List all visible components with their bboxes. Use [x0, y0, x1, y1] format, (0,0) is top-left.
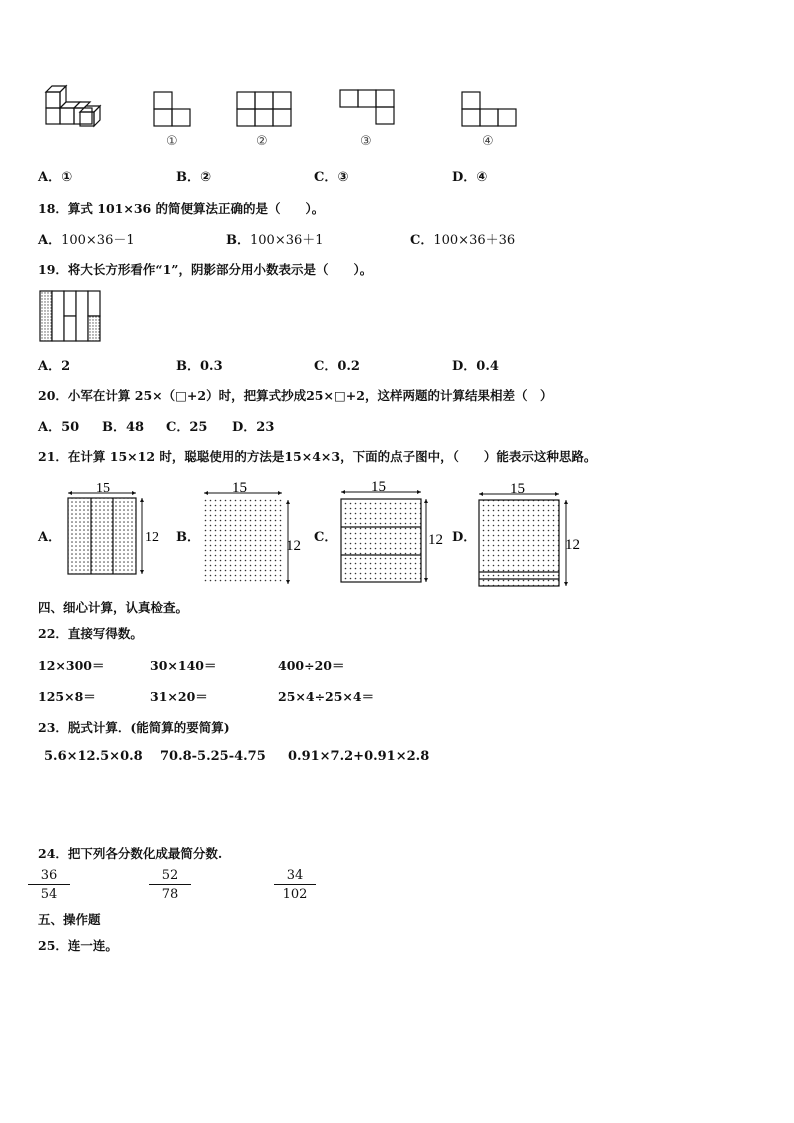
option-letter: C．: [410, 233, 434, 248]
dot-diagram-a: [62, 480, 162, 580]
section-5-heading: 五、操作题: [38, 912, 101, 927]
fraction-numerator: 36: [28, 868, 70, 885]
option-letter: C．: [166, 420, 190, 435]
option-letter: C．: [314, 359, 338, 374]
option-letter: A．: [38, 359, 62, 374]
dot-diagram-d: [476, 478, 588, 590]
q18-option-c[interactable]: [410, 229, 515, 248]
height-label: 12: [145, 530, 159, 545]
height-label: 12: [428, 532, 443, 548]
q21-option-d-letter[interactable]: D．: [452, 530, 477, 545]
q19-rectangle-figure: [38, 289, 104, 345]
fraction-denominator: 54: [40, 887, 58, 902]
q23-item-1: 5.6×12.5×0.8: [44, 749, 143, 764]
width-label: 15: [232, 480, 247, 496]
fraction-numerator: 52: [149, 868, 191, 885]
q17-figures: [38, 80, 538, 160]
option-letter: A．: [38, 420, 62, 435]
option-value: 48: [126, 420, 145, 435]
width-label: 15: [371, 479, 386, 495]
dot-diagram-c: [338, 476, 448, 588]
q19-question: 19．将大长方形看作“1”，阴影部分用小数表示是（ ）。: [38, 262, 373, 277]
q17-option-a[interactable]: [38, 166, 72, 185]
option-value: 50: [61, 420, 80, 435]
q23-title: 23．脱式计算．(能简算的要简算): [38, 720, 230, 735]
shaded-strip: [40, 291, 52, 341]
view-2-label: ②: [256, 134, 268, 149]
fraction-3: [274, 868, 316, 902]
option-letter: B．: [102, 420, 126, 435]
option-letter: D．: [452, 359, 477, 374]
view-1-figure: [154, 92, 190, 126]
q20-question: 20．小军在计算 25×（□+2）时，把算式抄成25×□+2，这样两题的计算结果相差（ ）: [38, 388, 553, 403]
section-4-heading: 四、细心计算，认真检查。: [38, 600, 189, 615]
q24-title: 24．把下列各分数化成最简分数.: [38, 846, 223, 861]
option-value: 25: [189, 420, 208, 435]
q22-item-6: 25×4÷25×4＝: [278, 689, 375, 704]
option-value: ④: [476, 170, 488, 185]
q20-option-a[interactable]: [38, 416, 79, 435]
option-letter: D．: [452, 170, 477, 185]
view-1-label: ①: [166, 134, 178, 149]
option-value: 100×36＋1: [250, 233, 324, 248]
view-2-figure: [237, 92, 291, 126]
option-letter: B．: [176, 170, 200, 185]
option-value: 23: [256, 420, 275, 435]
width-label: 15: [510, 481, 525, 497]
view-3-label: ③: [360, 134, 372, 149]
q17-option-d[interactable]: [452, 166, 487, 185]
q22-item-4: 125×8＝: [38, 689, 96, 704]
q23-item-2: 70.8-5.25-4.75: [160, 749, 266, 764]
option-letter: C．: [314, 170, 338, 185]
fraction-denominator: 102: [282, 887, 308, 902]
q22-item-3: 400÷20＝: [278, 658, 345, 673]
shaded-cell: [88, 316, 100, 341]
option-value: ①: [61, 170, 73, 185]
q22-item-1: 12×300＝: [38, 658, 105, 673]
view-4-figure: [462, 92, 516, 126]
q20-option-d[interactable]: [232, 416, 274, 435]
height-label: 12: [286, 538, 301, 554]
option-letter: B．: [176, 359, 200, 374]
q22-item-5: 31×20＝: [150, 689, 208, 704]
fraction-2: [149, 868, 191, 902]
q21-option-c-letter[interactable]: C．: [314, 530, 338, 545]
q19-option-b[interactable]: [176, 355, 223, 374]
option-letter: A．: [38, 170, 62, 185]
option-value: ②: [200, 170, 212, 185]
q23-item-3: 0.91×7.2+0.91×2.8: [288, 749, 430, 764]
view-4-label: ④: [482, 134, 494, 149]
dot-diagram-b: [198, 478, 308, 588]
option-value: 0.4: [476, 359, 499, 374]
q21-option-b-letter[interactable]: B．: [176, 530, 200, 545]
option-letter: B．: [226, 233, 250, 248]
height-label: 12: [565, 537, 580, 553]
option-value: 0.3: [200, 359, 223, 374]
option-letter: D．: [232, 420, 257, 435]
q25-title: 25．连一连。: [38, 938, 118, 953]
option-value: 100×36－1: [61, 233, 135, 248]
q19-option-d[interactable]: [452, 355, 499, 374]
q18-option-b[interactable]: [226, 229, 324, 248]
q22-item-2: 30×140＝: [150, 658, 217, 673]
q21-option-a-letter[interactable]: A．: [38, 530, 62, 545]
fraction-1: [28, 868, 70, 902]
q21-question: 21．在计算 15×12 时，聪聪使用的方法是15×4×3，下面的点子图中，（ ）能表示这种思路。: [38, 449, 597, 464]
q20-option-b[interactable]: [102, 416, 144, 435]
view-3-figure: [340, 90, 394, 124]
q20-option-c[interactable]: [166, 416, 207, 435]
option-value: 100×36＋36: [433, 233, 516, 248]
q17-option-c[interactable]: [314, 166, 348, 185]
q19-option-a[interactable]: [38, 355, 70, 374]
q18-option-a[interactable]: [38, 229, 135, 248]
option-value: 2: [61, 359, 71, 374]
cube-stack-figure: [46, 86, 100, 126]
q22-title: 22．直接写得数。: [38, 626, 143, 641]
q19-option-c[interactable]: [314, 355, 360, 374]
q18-question: 18．算式 101×36 的简便算法正确的是（ ）。: [38, 201, 325, 216]
option-value: ③: [337, 170, 349, 185]
option-value: 0.2: [337, 359, 360, 374]
option-letter: A．: [38, 233, 62, 248]
fraction-denominator: 78: [161, 887, 179, 902]
fraction-numerator: 34: [274, 868, 316, 885]
width-label: 15: [96, 481, 110, 496]
q17-option-b[interactable]: [176, 166, 211, 185]
